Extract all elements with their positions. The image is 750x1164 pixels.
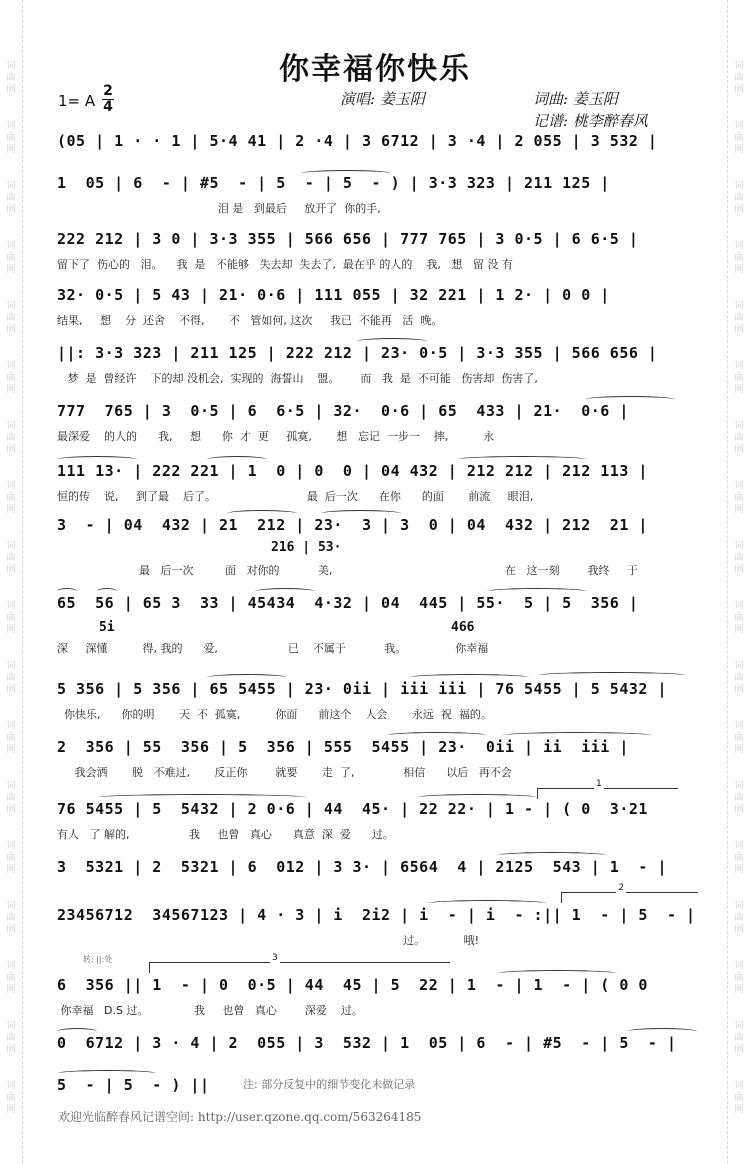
watermark-stamp: 词曲网 <box>734 61 744 95</box>
staff-lyrics: 深 深懂 得, 我的 爱, 已 不属于 我。 你幸福 <box>57 642 489 655</box>
watermark-stamp: 词曲网 <box>734 901 744 935</box>
watermark-stamp: 词曲网 <box>734 301 744 335</box>
staff-lyrics: 有人 了 解的, 我 也曾 真心 真意 深 爱 过。 <box>57 828 394 841</box>
staff-lyrics: 最深爱 的人的 我, 想 你 才 更 孤寞, 想 忘记 一步一 摔, 永 <box>57 430 495 443</box>
staff-notes: (05 | 1 · · 1 | 5·4 41 | 2 ·4 | 3 6712 | 3 ·4 | 2 055 | 3 532 | <box>57 132 658 150</box>
alternate-notes: 5i <box>99 620 115 635</box>
watermark-stamp: 词曲网 <box>6 721 16 755</box>
watermark-stamp: 词曲网 <box>734 361 744 395</box>
transcriber-credit: 记谱: 桃李醉春风 <box>533 112 648 130</box>
key-signature: 1= A <box>58 92 96 110</box>
staff-notes: 32· 0·5 | 5 43 | 21· 0·6 | 111 055 | 32 221 | 1 2· | 0 0 | <box>57 286 610 304</box>
staff-lyrics-b: 在 这一刻 我终 于 <box>505 564 638 577</box>
staff-notes: 23456712 34567123 | 4 · 3 | i 2i2 | i - | i - :|| 1 - | 5 - | <box>57 906 696 924</box>
staff-line-7 <box>57 462 697 512</box>
time-signature-top: 2 <box>103 83 113 99</box>
staff-notes: 5 - | 5 - ) || <box>57 1076 210 1094</box>
watermark-stamp: 词曲网 <box>6 901 16 935</box>
staff-lyrics: 梦 是 曾经许 下的却 没机会, 实现的 海誓山 盟。 而 我 是 不可能 伤害却 伤害了, <box>57 372 538 385</box>
watermark-stamp: 词曲网 <box>734 961 744 995</box>
watermark-stamp: 词曲网 <box>6 481 16 515</box>
staff-lyrics: 你幸福 D.S 过。 我 也曾 真心 深爱 过。 <box>57 1004 363 1017</box>
staff-notes: 111 13· | 222 221 | 1 0 | 0 0 | 04 432 | 212 212 | 212 113 | <box>57 462 648 480</box>
singer-credit: 演唱: 姜玉阳 <box>340 90 425 108</box>
staff-notes: 2 356 | 55 356 | 5 356 | 555 5455 | 23· 0ii | ii iii | <box>57 738 629 756</box>
watermark-stamp: 词曲网 <box>734 1021 744 1055</box>
staff-lyrics: 你快乐, 你的明 天 不 孤寞, 你面 前这个 人会 永远 祝 福的。 <box>57 708 492 721</box>
staff-line-14 <box>57 883 697 956</box>
staff-line-5 <box>57 344 697 394</box>
staff-notes: 0 6712 | 3 · 4 | 2 055 | 3 532 | 1 05 | 6 - | #5 - | 5 - | <box>57 1034 677 1052</box>
volta-bracket-2 <box>561 883 698 903</box>
watermark-stamp: 词曲网 <box>6 61 16 95</box>
watermark-stamp: 词曲网 <box>734 601 744 635</box>
watermark-stamp: 词曲网 <box>6 1021 16 1055</box>
watermark-stamp: 词曲网 <box>734 721 744 755</box>
watermark-stamp: 词曲网 <box>734 241 744 275</box>
staff-notes: 222 212 | 3 0 | 3·3 355 | 566 656 | 777 765 | 3 0·5 | 6 6·5 | <box>57 230 639 248</box>
watermark-stamp: 词曲网 <box>6 301 16 335</box>
staff-notes: 5 356 | 5 356 | 65 5455 | 23· 0ii | iii iii | 76 5455 | 5 5432 | <box>57 680 667 698</box>
watermark-stamp: 词曲网 <box>6 1081 16 1115</box>
volta-bracket-3 <box>149 953 450 973</box>
volta-bracket-1 <box>537 779 678 799</box>
watermark-stamp: 词曲网 <box>734 121 744 155</box>
staff-notes: 3 5321 | 2 5321 | 6 012 | 3 3· | 6564 4 | 2125 543 | 1 - | <box>57 858 667 876</box>
watermark-stamp: 词曲网 <box>734 541 744 575</box>
staff-lyrics: 恒的传 说, 到了最 后了。 最 后一次 在你 的面 前流 眼泪, <box>57 490 534 503</box>
watermark-stamp: 词曲网 <box>6 241 16 275</box>
watermark-stamp: 词曲网 <box>734 661 744 695</box>
alternate-notes: 466 <box>451 620 475 635</box>
staff-line-1 <box>57 132 697 172</box>
watermark-stamp: 词曲网 <box>734 781 744 815</box>
watermark-stamp: 词曲网 <box>734 421 744 455</box>
staff-notes: 777 765 | 3 0·5 | 6 6·5 | 32· 0·6 | 65 433 | 21· 0·6 | <box>57 402 629 420</box>
staff-notes: 6 356 || 1 - | 0 0·5 | 44 45 | 5 22 | 1 - | 1 - | ( 0 0 <box>57 976 648 994</box>
staff-line-15 <box>57 953 697 1026</box>
staff-line-9 <box>57 594 697 656</box>
staff-line-12 <box>57 779 697 850</box>
alternate-notes: 216 | 53· <box>271 540 342 555</box>
watermark-stamp: 词曲网 <box>734 181 744 215</box>
watermark-stamp: 词曲网 <box>6 781 16 815</box>
watermark-stamp: 词曲网 <box>6 961 16 995</box>
staff-lyrics: 我会洒 脱 不难过, 反正你 就要 走 了, 相信 以后 再不会 <box>57 766 512 779</box>
segno-mark: 转: ||:处 <box>83 955 113 964</box>
staff-notes: 3 - | 04 432 | 21 212 | 23· 3 | 3 0 | 04 432 | 212 21 | <box>57 516 648 534</box>
staff-notes: 76 5455 | 5 5432 | 2 0·6 | 44 45· | 22 22· | 1 - | ( 0 3·21 <box>57 800 648 818</box>
watermark-stamp: 词曲网 <box>6 121 16 155</box>
watermark-stamp: 词曲网 <box>6 661 16 695</box>
staff-lyrics: 留下了 伤心的 泪。 我 是 不能够 失去却 失去了, 最在乎 的人的 我, 想 留 没 有 <box>57 258 513 271</box>
staff-notes: 1 05 | 6 - | #5 - | 5 - | 5 - ) | 3·3 323 | 211 125 | <box>57 174 610 192</box>
time-signature <box>102 84 114 115</box>
composer-credit: 词曲: 姜玉阳 <box>533 90 618 108</box>
staff-line-16 <box>57 1034 697 1064</box>
watermark-stamp: 词曲网 <box>6 421 16 455</box>
tie-slur <box>537 672 687 679</box>
watermark-stamp: 词曲网 <box>6 601 16 635</box>
volta-number: 1 <box>596 779 602 789</box>
watermark-stamp: 词曲网 <box>734 481 744 515</box>
watermark-stamp: 词曲网 <box>6 181 16 215</box>
staff-lyrics: 结果, 想 分 还舍 不得, 不 管如何, 这次 我已 不能再 活 晚。 <box>57 314 443 327</box>
staff-notes: ||: 3·3 323 | 211 125 | 222 212 | 23· 0·5 | 3·3 355 | 566 656 | <box>57 344 658 362</box>
watermark-stamp: 词曲网 <box>734 841 744 875</box>
staff-notes: 65 56 | 65 3 33 | 45434 4·32 | 04 445 | 55· 5 | 5 356 | <box>57 594 639 612</box>
volta-number: 3 <box>272 953 278 963</box>
watermark-stamp: 词曲网 <box>6 541 16 575</box>
watermark-stamp: 词曲网 <box>6 361 16 395</box>
time-signature-bottom: 4 <box>103 99 113 115</box>
staff-line-10 <box>57 680 697 730</box>
song-title: 你幸福你快乐 <box>279 52 471 87</box>
watermark-right <box>727 0 750 1164</box>
footer-link[interactable]: 欢迎光临醉春风记谱空间: http://user.qzone.qq.com/563264185 <box>58 1110 422 1124</box>
staff-line-8 <box>57 516 697 582</box>
staff-line-2 <box>57 174 697 224</box>
staff-line-3 <box>57 230 697 280</box>
staff-line-4 <box>57 286 697 336</box>
footnote: 注: 部分反复中的细节变化未做记录 <box>243 1078 416 1091</box>
watermark-stamp: 词曲网 <box>734 1081 744 1115</box>
staff-line-6 <box>57 402 697 452</box>
staff-lyrics: 过。 哦! <box>57 934 480 947</box>
volta-number: 2 <box>618 883 625 893</box>
staff-lyrics: 泪 是 到最后 放开了 你的手, <box>57 202 381 215</box>
staff-lyrics-a: 最 后一次 面 对你的 美, <box>139 564 333 577</box>
watermark-left <box>0 0 23 1164</box>
watermark-stamp: 词曲网 <box>6 841 16 875</box>
